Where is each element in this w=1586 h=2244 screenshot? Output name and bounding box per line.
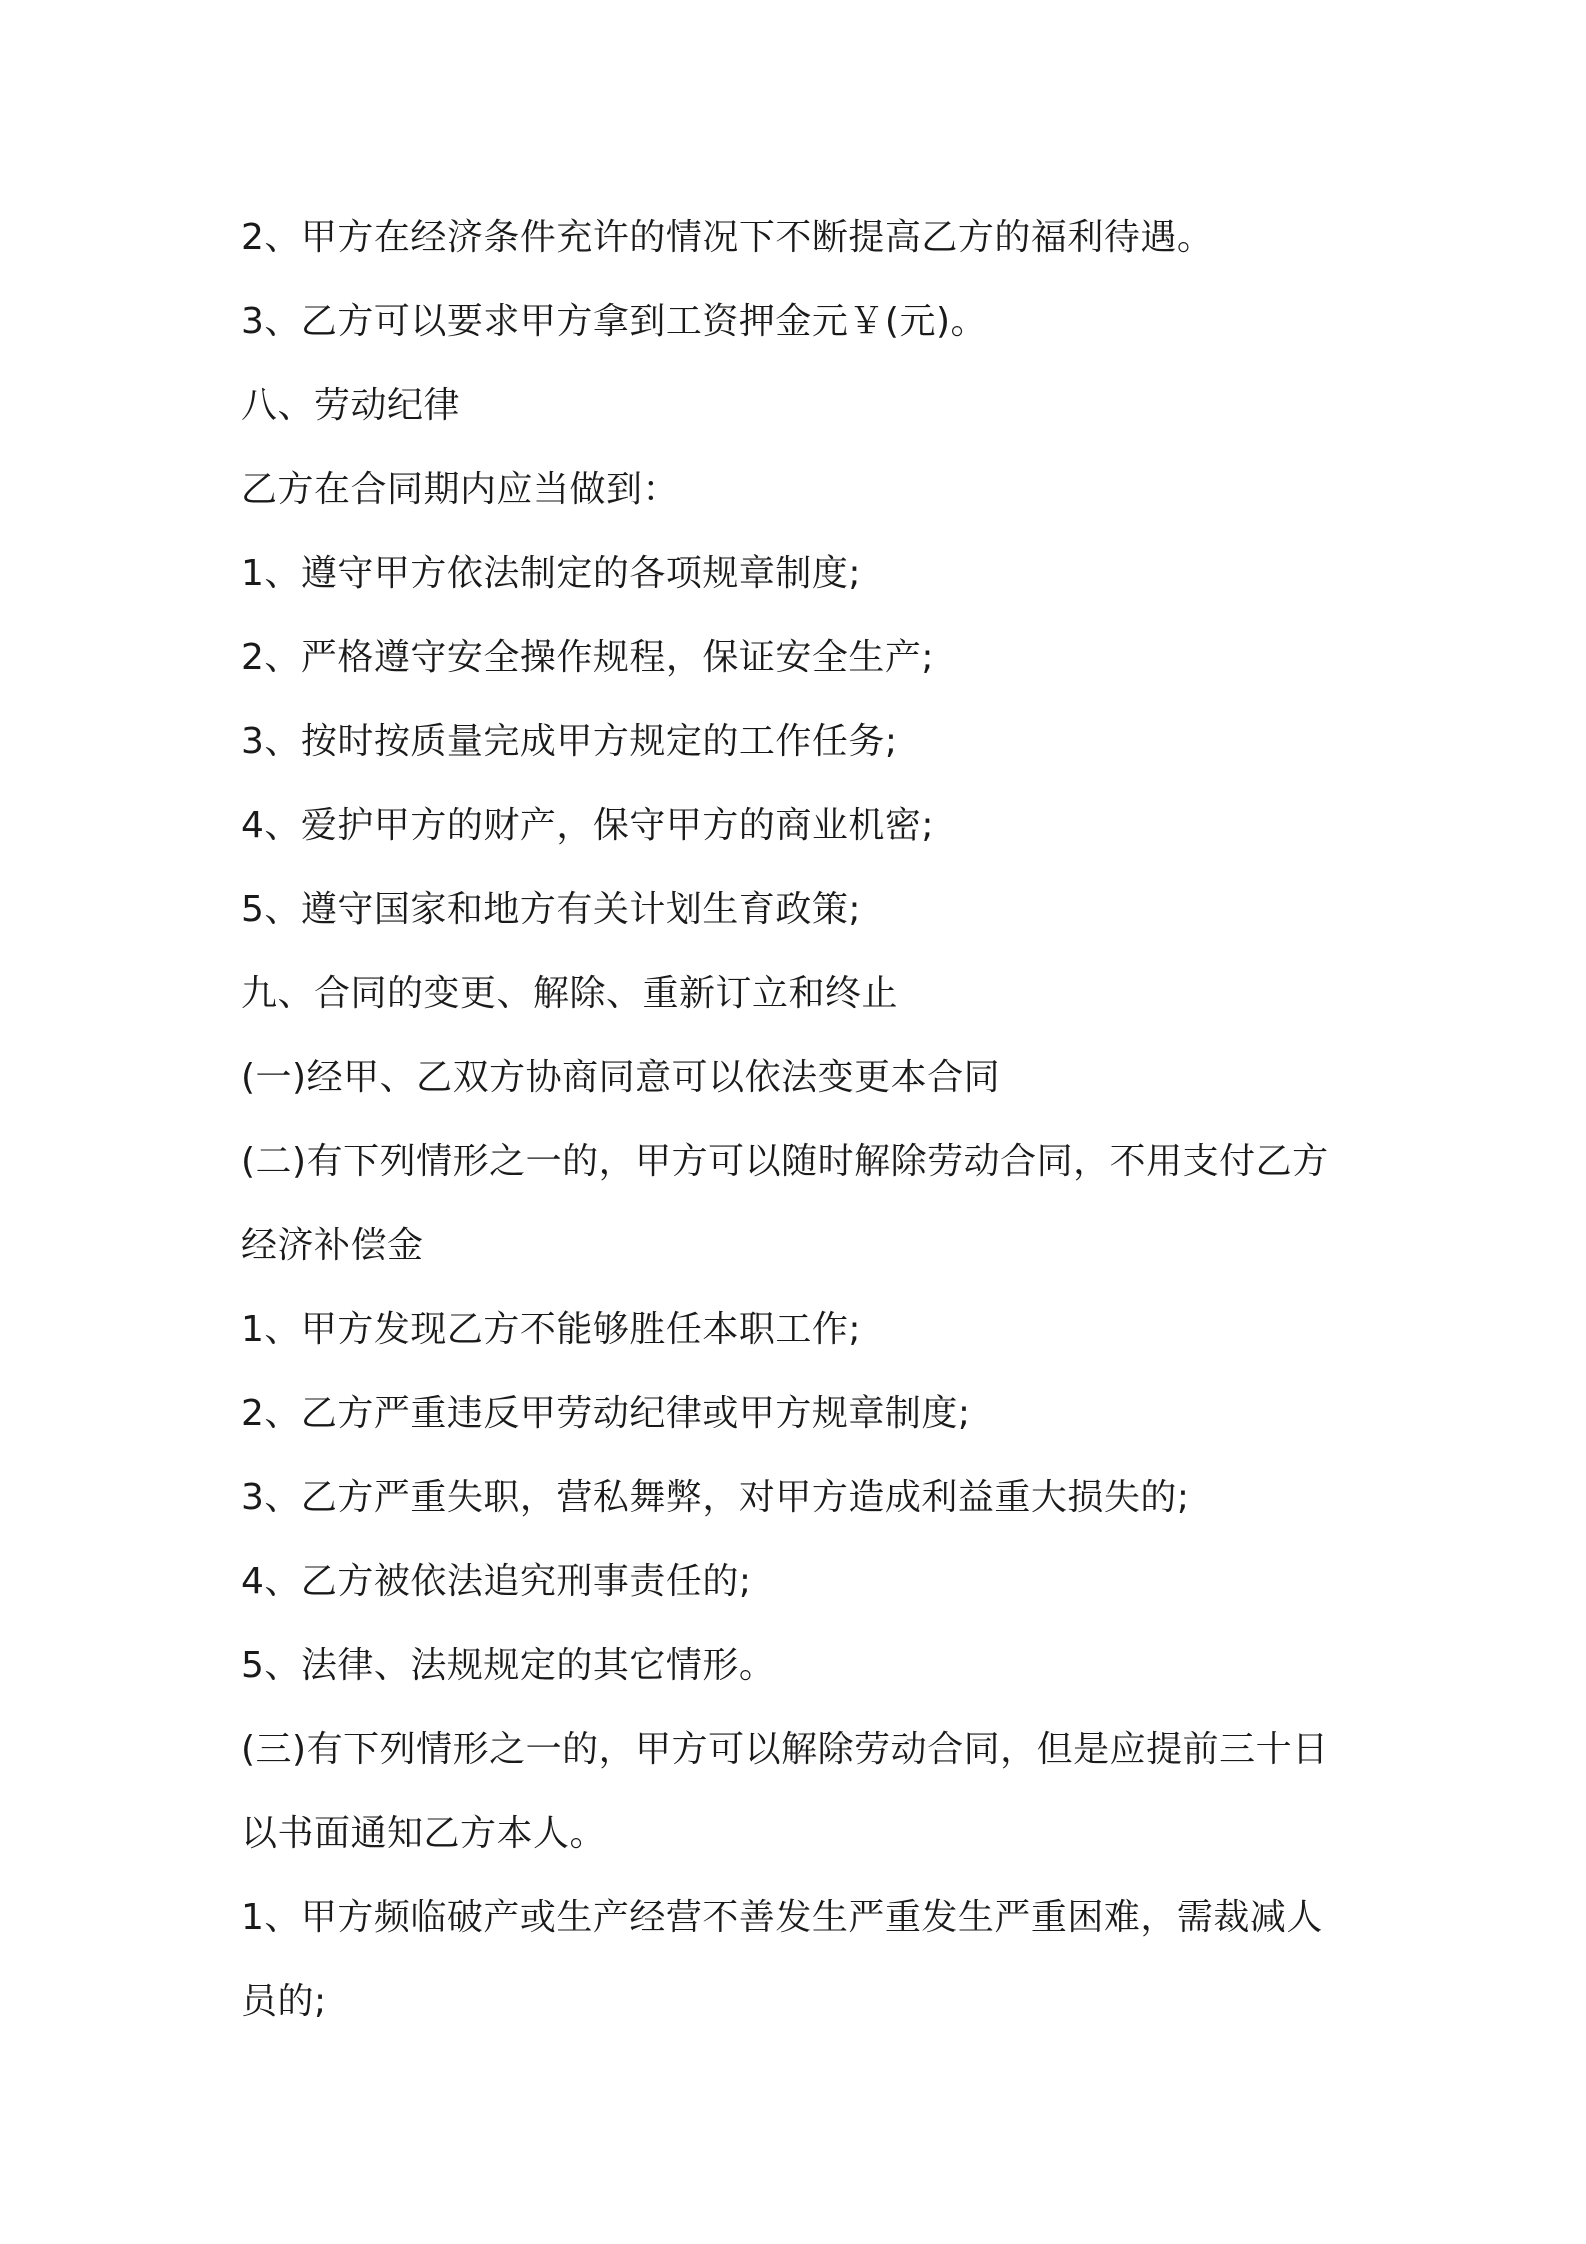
text-line: 4、乙方被依法追究刑事责任的;	[241, 1561, 752, 1602]
text-line: 3、按时按质量完成甲方规定的工作任务;	[241, 721, 898, 762]
text-line: 乙方在合同期内应当做到：	[241, 469, 680, 510]
document-body	[241, 196, 1361, 2044]
text-line: 5、法律、法规规定的其它情形。	[241, 1645, 776, 1686]
section-heading: 八、劳动纪律	[241, 385, 461, 426]
text-line: 员的;	[241, 1981, 327, 2022]
text-line: (二)有下列情形之一的，甲方可以随时解除劳动合同，不用支付乙方	[241, 1141, 1329, 1182]
text-line: (一)经甲、乙双方协商同意可以依法变更本合同	[241, 1057, 1001, 1098]
text-line: 2、乙方严重违反甲劳动纪律或甲方规章制度;	[241, 1393, 971, 1434]
text-line: 1、遵守甲方依法制定的各项规章制度;	[241, 553, 862, 594]
text-line: 3、乙方严重失职，营私舞弊，对甲方造成利益重大损失的;	[241, 1477, 1190, 1518]
text-line: 1、甲方发现乙方不能够胜任本职工作;	[241, 1309, 862, 1350]
text-line: 4、爱护甲方的财产，保守甲方的商业机密;	[241, 805, 935, 846]
text-line: 3、乙方可以要求甲方拿到工资押金元￥(元)。	[241, 301, 987, 342]
text-line: 2、甲方在经济条件充许的情况下不断提高乙方的福利待遇。	[241, 217, 1214, 258]
text-line: 以书面通知乙方本人。	[241, 1813, 607, 1854]
section-heading: 九、合同的变更、解除、重新订立和终止	[241, 973, 899, 1014]
text-line: (三)有下列情形之一的，甲方可以解除劳动合同，但是应提前三十日	[241, 1729, 1329, 1770]
text-line: 1、甲方频临破产或生产经营不善发生严重发生严重困难，需裁减人	[241, 1897, 1323, 1938]
text-line: 2、严格遵守安全操作规程，保证安全生产;	[241, 637, 935, 678]
text-line: 经济补偿金	[241, 1225, 424, 1266]
text-line: 5、遵守国家和地方有关计划生育政策;	[241, 889, 862, 930]
